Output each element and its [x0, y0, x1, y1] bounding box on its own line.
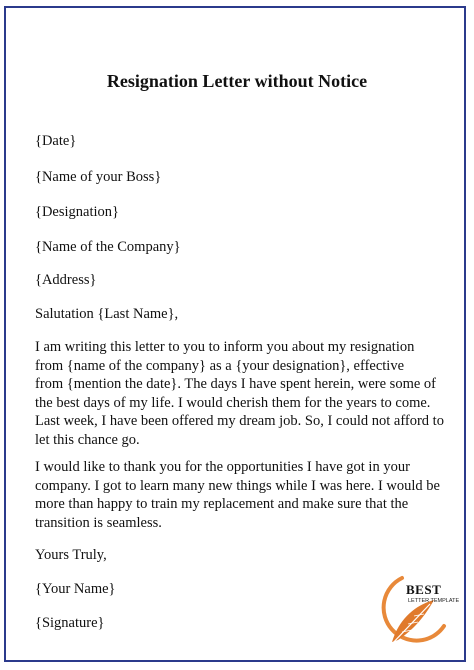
date-field: {Date}: [35, 133, 77, 149]
logo-subtitle-text: LETTER TEMPLATE: [408, 598, 460, 604]
paragraph-line: the best days of my life. I would cherish them for the years to come.: [35, 394, 431, 411]
body-paragraph-2: [35, 458, 450, 532]
letter-title: Resignation Letter without Notice: [106, 71, 368, 91]
paragraph-line: I would like to thank you for the opportunities I have got in your: [35, 459, 410, 475]
paragraph-line: more than happy to train my replacement and make sure that the: [35, 496, 409, 513]
your-name-field: {Your Name}: [35, 581, 116, 597]
designation-field: {Designation}: [35, 204, 119, 220]
logo-brand-text: BEST: [406, 582, 442, 597]
boss-name-field: {Name of your Boss}: [35, 169, 162, 185]
signature-field: {Signature}: [35, 615, 105, 631]
closing: Yours Truly,: [35, 547, 107, 563]
paragraph-line: company. I got to learn many new things while I was here. I would be: [35, 477, 440, 494]
salutation: Salutation {Last Name},: [35, 306, 179, 322]
body-paragraph-1: [35, 338, 450, 450]
paragraph-line: transition is seamless.: [35, 514, 162, 531]
address-field: {Address}: [35, 272, 97, 288]
paragraph-line: let this chance go.: [35, 431, 140, 448]
paragraph-line: from {name of the company} as a {your designation}, effective: [35, 357, 405, 374]
company-name-field: {Name of the Company}: [35, 239, 181, 255]
brand-logo: [372, 570, 458, 656]
paragraph-line: Last week, I have been offered my dream job. So, I could not afford to: [35, 413, 444, 430]
paragraph-line: I am writing this letter to you to inform you about my resignation: [35, 339, 415, 355]
paragraph-line: from {mention the date}. The days I have spent herein, were some of: [35, 376, 436, 393]
